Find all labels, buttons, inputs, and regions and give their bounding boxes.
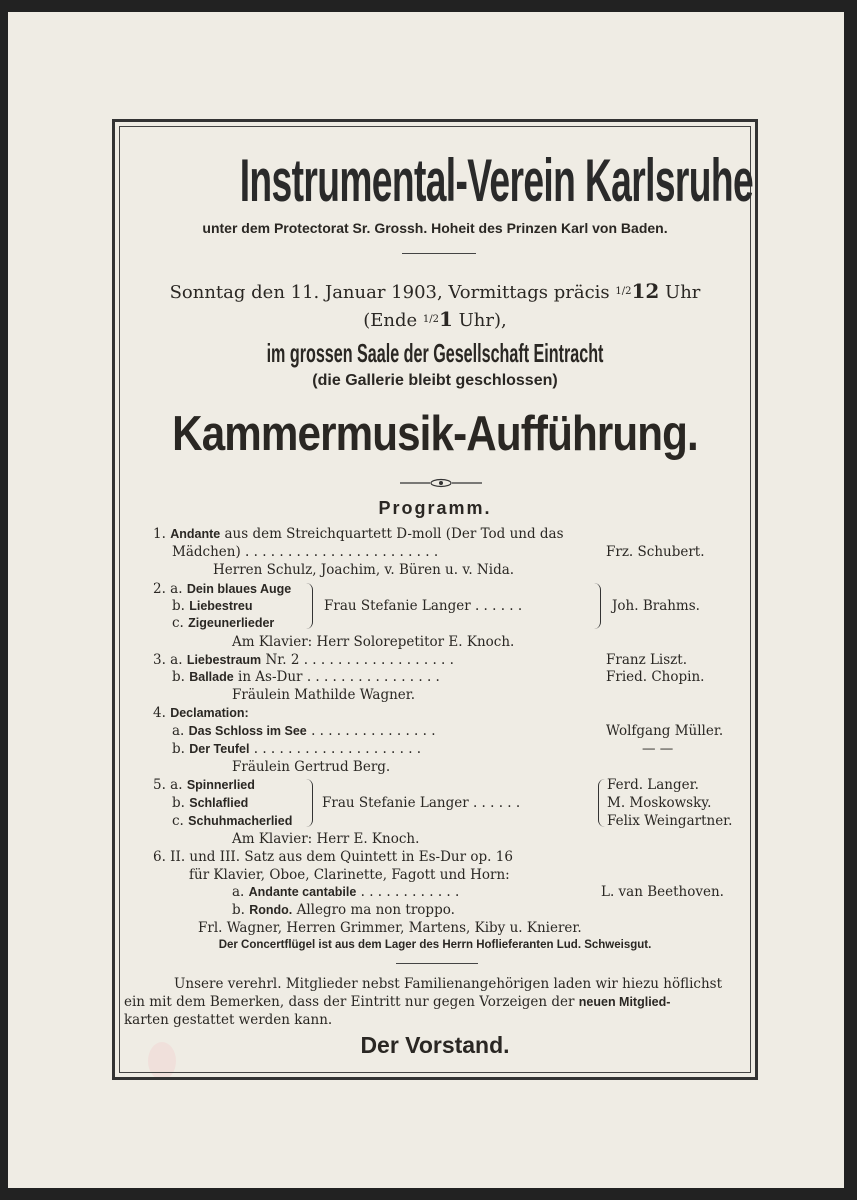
program-item-6b: b. Rondo. Allegro ma non troppo.: [232, 902, 455, 918]
footer-note-2: ein mit dem Bemerken, dass der Eintritt nur gegen Vorzeigen der neuen Mitglied-: [124, 994, 671, 1010]
program-item-4: 4. Declamation:: [153, 705, 249, 721]
piano-accompanist-1: Am Klavier: Herr Solorepetitor E. Knoch.: [232, 634, 515, 650]
gallery-note: (die Gallerie bleibt geschlossen): [312, 372, 558, 389]
program-item-3a: 3. a. Liebestraum Nr. 2 . . . . . . . . . . . . . . . . . .: [153, 652, 454, 668]
end-line: (Ende $^{1/2}$1 Uhr),: [363, 307, 507, 331]
performer-langer-2: Frau Stefanie Langer . . . . . .: [324, 598, 523, 614]
brace-left: [598, 779, 605, 827]
ornament-icon: [400, 478, 482, 488]
author-mueller: Wolfgang Müller.: [606, 723, 724, 739]
venue-line: im grossen Saale der Gesellschaft Eintracht: [266, 338, 604, 368]
program-item-4a: a. Das Schloss im See . . . . . . . . . . . . . . .: [172, 723, 436, 739]
performer-berg: Fräulein Gertrud Berg.: [232, 759, 391, 775]
event-headline: Kammermusik-Aufführung.: [172, 407, 698, 461]
performers-6: Frl. Wagner, Herren Grimmer, Martens, Kiby u. Knierer.: [198, 920, 582, 936]
composer-weingartner: Felix Weingartner.: [607, 813, 733, 829]
signature-vorstand: Der Vorstand.: [360, 1032, 510, 1058]
program-item-2b: b. Liebestreu: [172, 598, 253, 614]
composer-schubert: Frz. Schubert.: [606, 544, 705, 560]
poster-frame: [112, 119, 758, 1080]
concert-piano-note: Der Concertflügel ist aus dem Lager des Herrn Hoflieferanten Lud. Schweisgut.: [218, 939, 652, 951]
program-item-6: 6. II. und III. Satz aus dem Quintett in Es-Dur op. 16: [153, 849, 513, 865]
footer-note-3: karten gestattet werden kann.: [124, 1012, 333, 1028]
program-item-1-cont: Mädchen) . . . . . . . . . . . . . . . . . . . . . . .: [172, 544, 439, 560]
brace-right: [306, 779, 313, 827]
program-item-5a: 5. a. Spinnerlied: [153, 777, 255, 793]
program-item-4b: b. Der Teufel . . . . . . . . . . . . . . . . . . . .: [172, 741, 422, 757]
brace-right: [306, 583, 313, 629]
composer-liszt: Franz Liszt.: [606, 652, 688, 668]
composer-chopin: Fried. Chopin.: [606, 669, 705, 685]
performers-1: Herren Schulz, Joachim, v. Büren u. v. Nida.: [213, 562, 515, 578]
program-item-2a: 2. a. Dein blaues Auge: [153, 581, 292, 597]
poster-subtitle: unter dem Protectorat Sr. Grossh. Hoheit des Prinzen Karl von Baden.: [202, 220, 668, 236]
piano-accompanist-2: Am Klavier: Herr E. Knoch.: [232, 831, 420, 847]
program-item-1: 1. Andante aus dem Streichquartett D-moll (Der Tod und das: [153, 526, 564, 542]
programm-heading: Programm.: [378, 498, 492, 518]
composer-beethoven: L. van Beethoven.: [601, 884, 724, 900]
paper-sheet: [8, 12, 844, 1188]
composer-brahms: Joh. Brahms.: [612, 598, 700, 614]
composer-moskowsky: M. Moskowsky.: [607, 795, 712, 811]
program-item-2c: c. Zigeunerlieder: [172, 615, 275, 631]
program-item-3b: b. Ballade in As-Dur . . . . . . . . . . . . . . . .: [172, 669, 440, 685]
program-item-5b: b. Schlaflied: [172, 795, 249, 811]
performer-wagner: Fräulein Mathilde Wagner.: [232, 687, 416, 703]
author-ditto: — —: [642, 741, 674, 757]
divider-rule: [402, 253, 476, 254]
poster-title: Instrumental-Verein Karlsruhe: [239, 147, 754, 214]
footer-note-1: Unsere verehrl. Mitglieder nebst Familienangehörigen laden wir hiezu höflichst: [174, 976, 723, 992]
composer-langer: Ferd. Langer.: [607, 777, 699, 793]
program-item-5c: c. Schuhmacherlied: [172, 813, 293, 829]
poster-inner-frame: [119, 126, 754, 1073]
program-item-6-instr: für Klavier, Oboe, Clarinette, Fagott und Horn:: [189, 867, 510, 883]
brace-right: [594, 583, 601, 629]
program-item-6a: a. Andante cantabile . . . . . . . . . . . .: [232, 884, 460, 900]
performer-langer-5: Frau Stefanie Langer . . . . . .: [322, 795, 521, 811]
date-line: Sonntag den 11. Januar 1903, Vormittags präcis $^{1/2}$12 Uhr: [169, 279, 701, 303]
divider-rule: [396, 963, 478, 964]
